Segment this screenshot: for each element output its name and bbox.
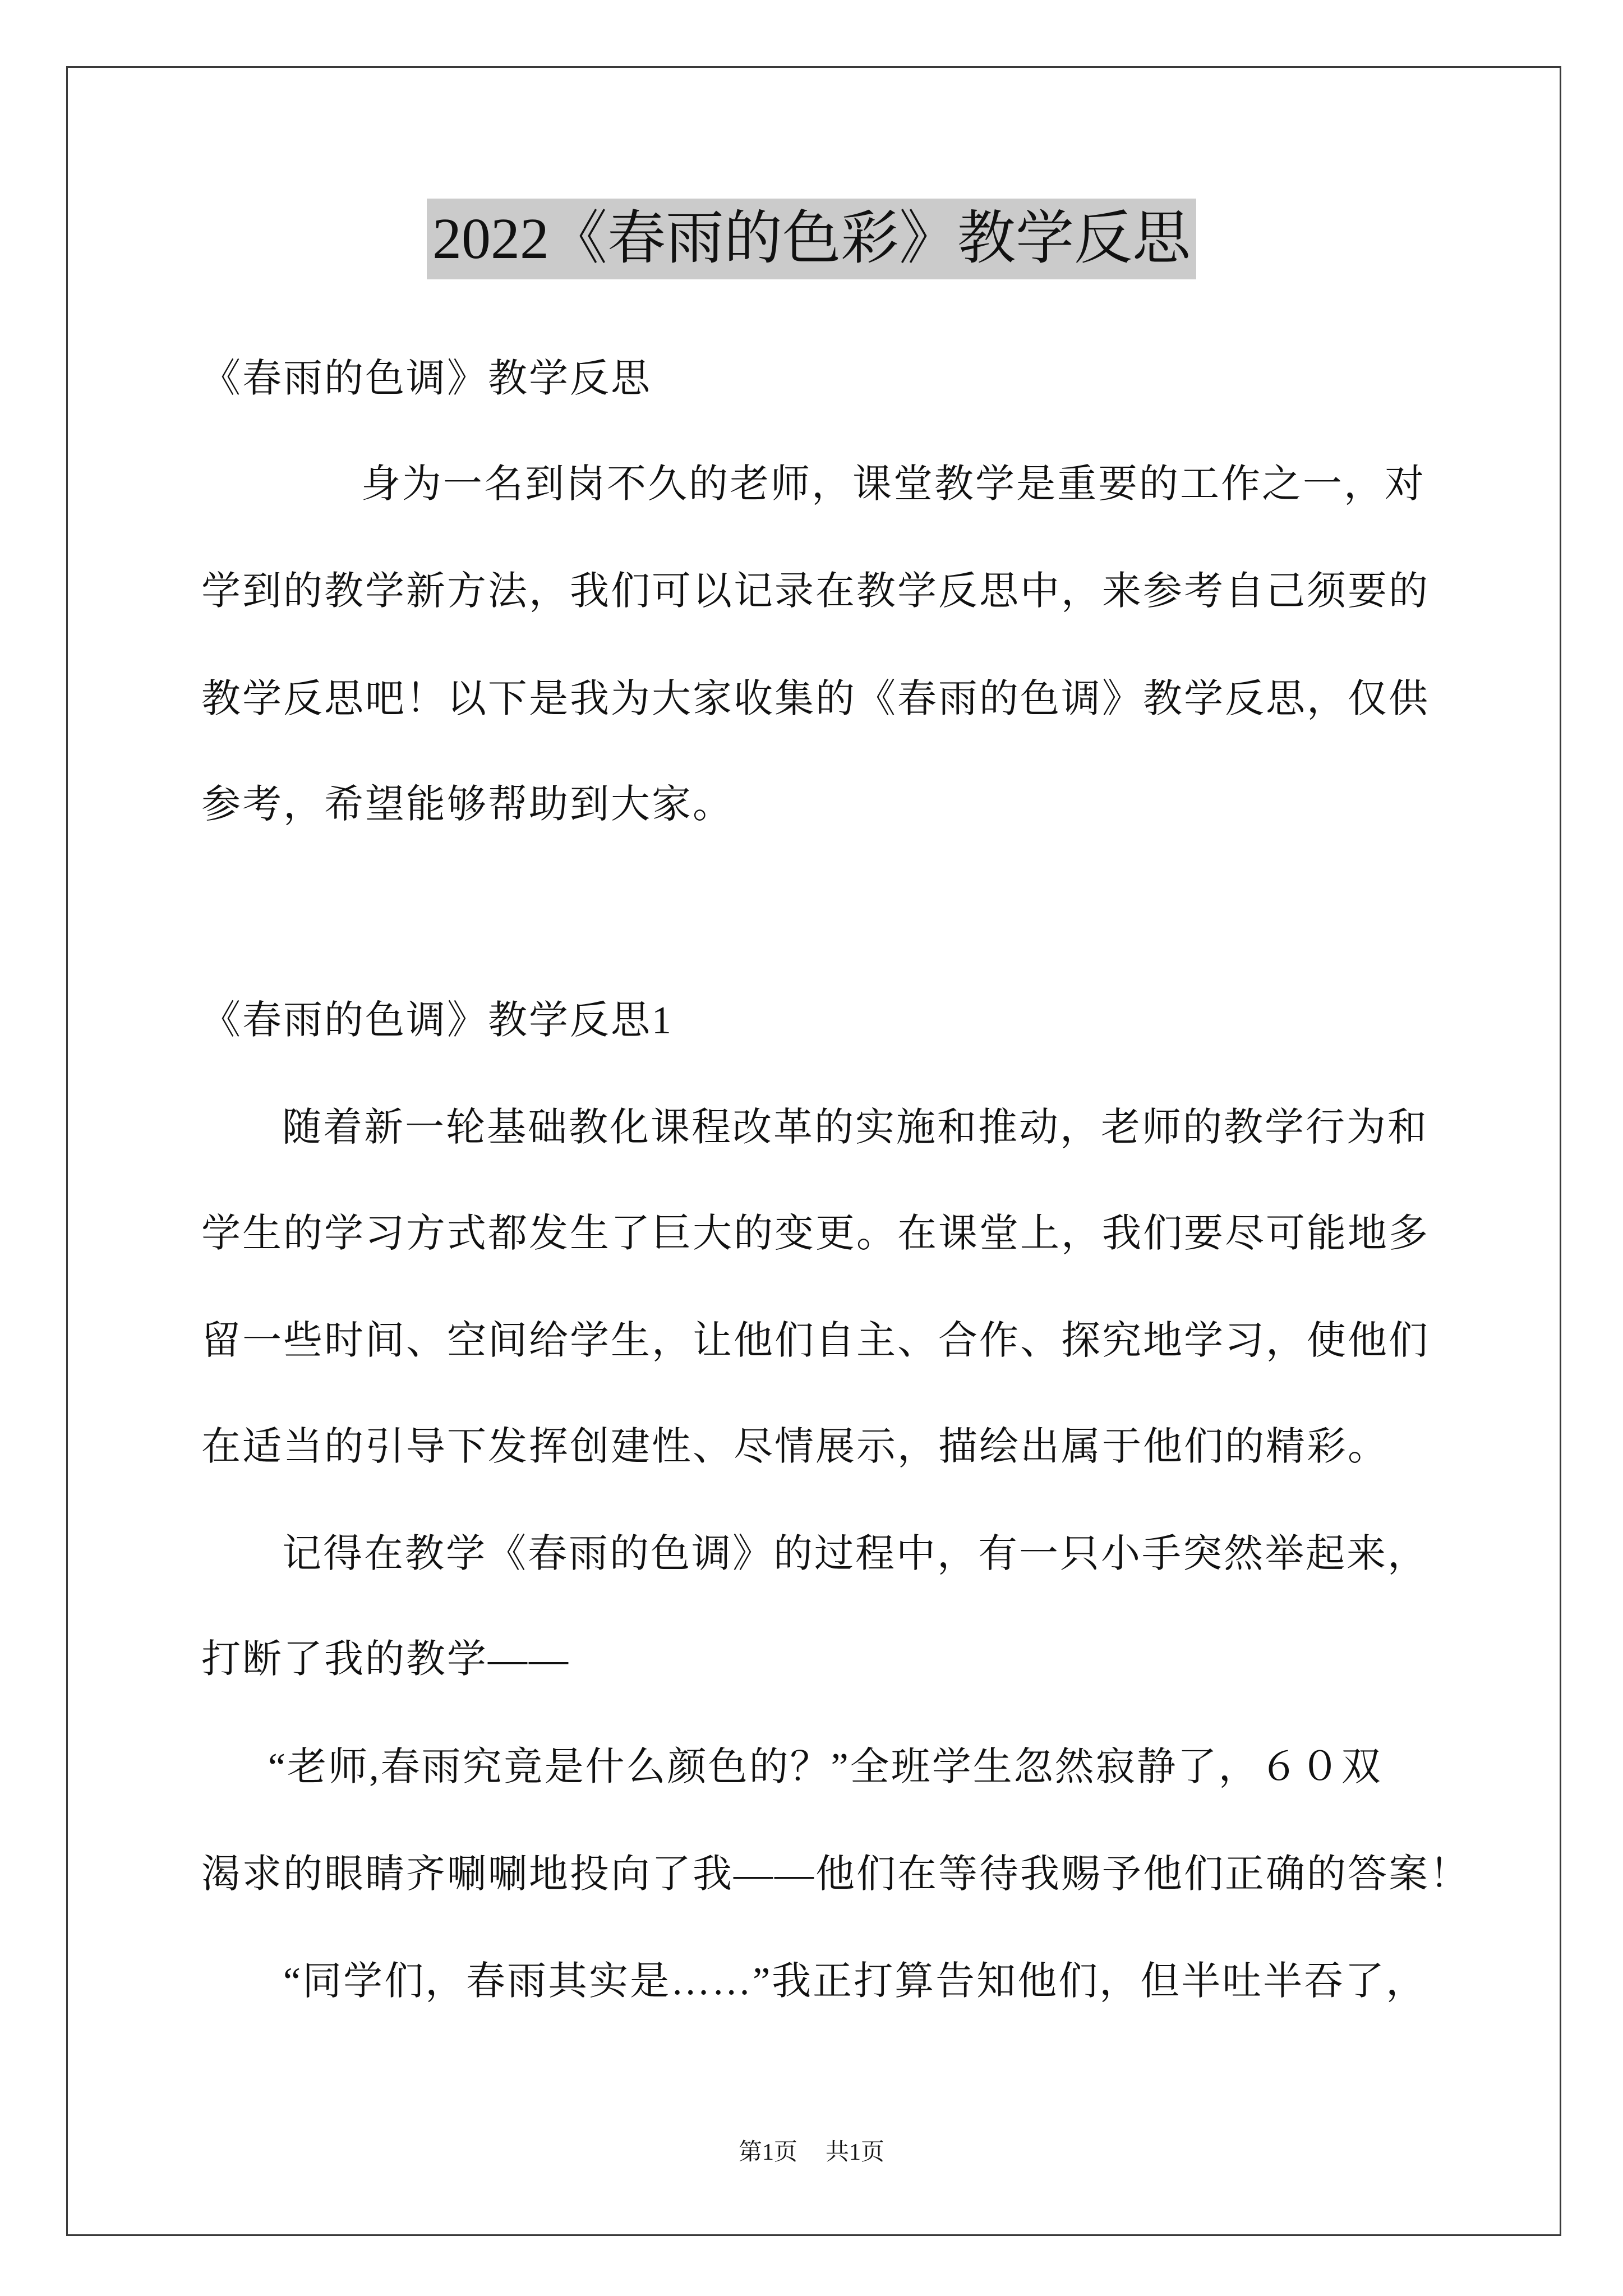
paragraph-line: 在适当的引导下发挥创建性、尽情展示，描绘出属于他们的精彩。 (201, 1425, 1389, 1469)
paragraph-line: 教学反思吧！以下是我为大家收集的《春雨的色调》教学反思，仅供 (201, 678, 1430, 721)
document-title: 2022《春雨的色彩》教学反思 (427, 199, 1196, 279)
document-title-container (0, 199, 1623, 279)
paragraph-line: 随着新一轮基础教化课程改革的实施和推动，老师的教学行为和 (282, 1106, 1428, 1149)
section-heading: 《春雨的色调》教学反思1 (201, 999, 673, 1042)
paragraph-line: 学到的教学新方法，我们可以记录在教学反思中，来参考自己须要的 (201, 570, 1430, 613)
paragraph-line: “老师,春雨究竟是什么颜色的？”全班学生忽然寂静了，６０双 (268, 1746, 1382, 1789)
paragraph-line: 学生的学习方式都发生了巨大的变更。在课堂上，我们要尽可能地多 (201, 1212, 1430, 1255)
paragraph-line: 参考，希望能够帮助到大家。 (201, 783, 734, 826)
page-number: 第1页 (738, 2139, 797, 2165)
paragraph-line: 身为一名到岗不久的老师，课堂教学是重要的工作之一，对 (361, 463, 1426, 506)
intro-heading: 《春雨的色调》教学反思 (201, 357, 652, 401)
paragraph-line: 记得在教学《春雨的色调》的过程中，有一只小手突然举起来， (282, 1533, 1428, 1576)
paragraph-line: “同学们，春雨其实是……”我正打算告知他们，但半吐半吞了， (283, 1960, 1427, 2003)
page-footer (0, 2138, 1623, 2166)
page-total: 共1页 (826, 2139, 885, 2165)
paragraph-line: 留一些时间、空间给学生，让他们自主、合作、探究地学习，使他们 (201, 1319, 1430, 1363)
paragraph-line: 打断了我的教学—— (201, 1638, 570, 1681)
paragraph-line: 渴求的眼睛齐唰唰地投向了我——他们在等待我赐予他们正确的答案！ (201, 1853, 1470, 1896)
